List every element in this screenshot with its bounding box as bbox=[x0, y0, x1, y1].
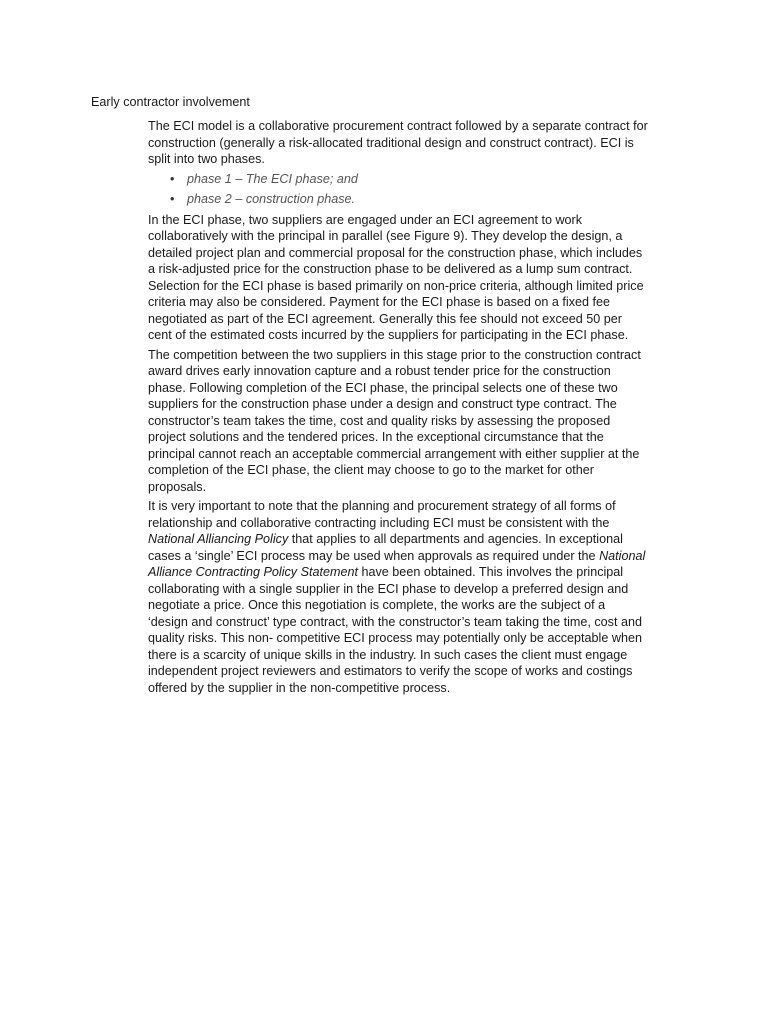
policy-statement-reference: National Alliance Contracting Policy Statement bbox=[148, 548, 646, 579]
list-item bbox=[148, 171, 648, 188]
phase-list bbox=[148, 171, 648, 208]
eci-phase-paragraph: In the ECI phase, two suppliers are engaged under an ECI agreement to work collaboratively with the principal in parallel (see Figure 9). They develop the design, a detailed project plan and commercial proposal for the construction phase, which includes a risk-adjusted price for the construction phase to be delivered as a lump sum contract. Selection for the ECI phase is based primarily on non-price criteria, although limited price criteria may also be considered. Payment for the ECI phase is based on a fixed fee negotiated as part of the ECI agreement. Generally this fee should not exceed 50 per cent of the estimated costs incurred by the suppliers for participating in the ECI phase. bbox=[148, 212, 644, 342]
section-body bbox=[148, 118, 648, 699]
policy-text-part1: It is very important to note that the planning and procurement strategy of all forms of relationship and collaborative contracting including ECI must be consistent with the bbox=[148, 499, 616, 530]
bullet-icon: • bbox=[170, 192, 175, 206]
list-item-text: phase 2 – construction phase. bbox=[187, 192, 356, 206]
section-heading: Early contractor involvement bbox=[91, 95, 250, 109]
bullet-icon: • bbox=[170, 171, 175, 186]
policy-text-part3: have been obtained. This involves the principal collaborating with a single supplier in the ECI phase to develop a preferred design and negotiate a price. Once this negotiation is complete, the works are the subject of a ‘design and construct’ type contract, with the constructor’s team taking the time, cost and quality risks. This non- competitive ECI process may potentially only be acceptable when there is a scarcity of unique skills in the industry. In such cases the client must engage independent project reviewers and estimators to verify the scope of works and costings offered by the supplier in the non-competitive process. bbox=[148, 565, 642, 695]
competition-paragraph: The competition between the two suppliers in this stage prior to the construction contract award drives early innovation capture and a robust tender price for the construction phase. Following completion of the ECI phase, the principal selects one of these two suppliers for the construction phase under a design and construct type contract. The constructor’s team takes the time, cost and quality risks by assessing the proposed project solutions and the tendered prices. In the exceptional circumstance that the principal cannot reach an acceptable commercial arrangement with either supplier at the completion of the ECI phase, the client may choose to go to the market for other proposals. bbox=[148, 347, 641, 494]
list-item bbox=[148, 191, 648, 208]
policy-text-part2: that applies to all departments and agencies. In exceptional cases a ‘single’ ECI process may be used when approvals as required under the bbox=[148, 532, 623, 563]
policy-paragraph bbox=[148, 498, 648, 696]
policy-reference: National Alliancing Policy bbox=[148, 532, 289, 546]
list-item-text: phase 1 – The ECI phase; and bbox=[187, 171, 358, 186]
intro-paragraph: The ECI model is a collaborative procurement contract followed by a separate contract for construction (generally a risk-allocated traditional design and construct contract). ECI is split into two phases. bbox=[148, 119, 648, 166]
